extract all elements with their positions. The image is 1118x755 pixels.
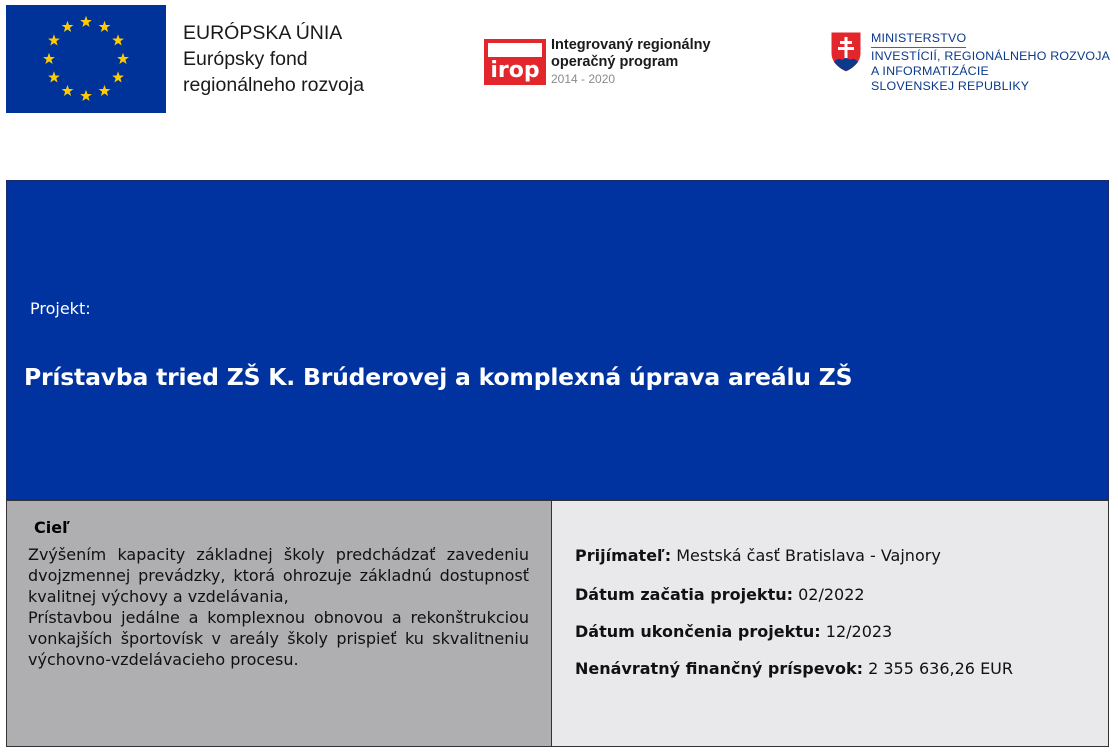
ministry-text [871, 31, 1110, 94]
eu-line-3: regionálneho rozvoja [183, 74, 365, 96]
eu-stars-icon [6, 5, 166, 113]
end-date-value: 12/2023 [825, 622, 893, 641]
start-date-row [575, 585, 865, 604]
eu-star-icon [48, 34, 60, 45]
ministry-line-4: SLOVENSKEJ REPUBLIKY [871, 79, 1030, 93]
irop-years: 2014 - 2020 [551, 72, 616, 86]
grant-row [575, 659, 1013, 678]
goal-paragraph-2: Prístavbou jedálne a komplexnou obnovou a rekonštrukciou vonkajších športovísk v areály školy prispieť ku skvalitneniu výchovno-vzdelávacieho procesu. [28, 608, 529, 669]
eu-star-icon [99, 21, 111, 32]
eu-line-1: EURÓPSKA ÚNIA [183, 22, 343, 44]
slovak-crest-icon [830, 31, 862, 73]
project-title: Prístavba tried ZŠ K. Brúderovej a komplexná úprava areálu ZŠ [24, 363, 853, 391]
goal-paragraph-1: Zvýšením kapacity základnej školy predchádzať zavedeniu dvojzmennej prevádzky, ktorá ohrozuje základnú dostupnosť kvalitnej výchovy a vzdelávania, [28, 545, 529, 606]
details-panel [552, 500, 1109, 747]
eu-star-icon [48, 71, 60, 82]
eu-star-icon [62, 85, 74, 96]
goal-panel [6, 500, 552, 747]
project-label: Projekt: [30, 299, 91, 318]
irop-logo-text: irop [490, 58, 540, 83]
ministry-line-2: INVESTÍCIÍ, REGIONÁLNEHO ROZVOJA [871, 49, 1111, 63]
ministry-line-1: MINISTERSTVO [871, 31, 966, 48]
start-date-label: Dátum začatia projektu: [575, 585, 793, 604]
eu-flag-logo [6, 5, 166, 113]
eu-line-2: Európsky fond [183, 48, 308, 70]
ministry-line-3: A INFORMATIZÁCIE [871, 64, 989, 78]
eu-star-icon [99, 85, 111, 96]
project-banner [6, 180, 1109, 500]
start-date-value: 02/2022 [798, 585, 865, 604]
irop-line-1: Integrovaný regionálny [551, 37, 711, 53]
irop-line-2: operačný program [551, 54, 679, 70]
eu-star-icon [62, 21, 74, 32]
recipient-value: Mestská časť Bratislava - Vajnory [676, 546, 941, 565]
eu-star-icon [112, 71, 124, 82]
end-date-label: Dátum ukončenia projektu: [575, 622, 821, 641]
eu-star-icon [80, 16, 92, 27]
end-date-row [575, 622, 892, 641]
recipient-row [575, 546, 941, 565]
grant-value: 2 355 636,26 EUR [868, 659, 1014, 678]
eu-star-icon [112, 34, 124, 45]
grant-label: Nenávratný finančný príspevok: [575, 659, 864, 678]
goal-text [28, 544, 529, 670]
irop-program-text [551, 37, 711, 88]
eu-star-icon [43, 53, 55, 64]
recipient-label: Prijímateľ: [575, 546, 672, 565]
goal-heading: Cieľ [34, 518, 70, 537]
eu-star-icon [80, 90, 92, 101]
irop-logo [484, 39, 546, 85]
eu-fund-text [183, 20, 364, 98]
eu-star-icon [117, 53, 129, 64]
